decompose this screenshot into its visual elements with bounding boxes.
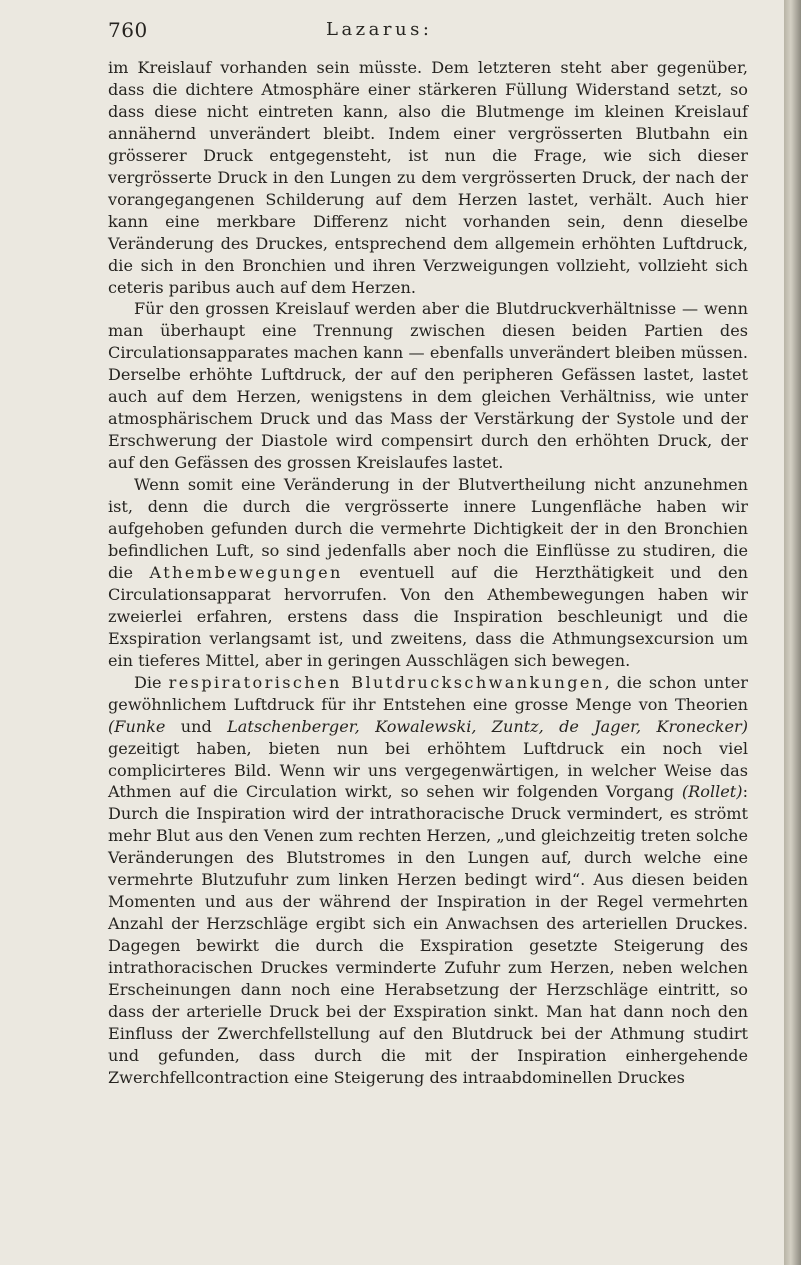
paragraph-text: Die xyxy=(134,672,169,692)
paragraph-text: Für den grossen Kreislauf werden aber die Blutdruckverhältnisse — wenn man überhaupt eine Trennung zwischen diesen beiden Partien des Circulationsapparates machen kann — ebenfalls unverändert bleiben müssen. Derselbe erhöhte Luftdruck, der auf den peripheren Gefässen lastet, lastet auch auf dem Herzen, wenigstens in dem gleichen Verhältniss, wie unter atmosphärischem Druck und das Mass der Verstärkung der Systole und der Erschwerung der Diastole wird compensirt durch den erhöhten Druck, der auf den Gefässen des grossen Kreislaufes lastet. xyxy=(108,299,748,473)
paragraph-text: im Kreislauf vorhanden sein müsste. Dem letzteren steht aber gegenüber, dass die dichtere Atmosphäre einer stärkeren Füllung Widerstand setzt, so dass diese nicht eintreten kann, also die Blutmenge im kleinen Kreislauf annähernd unverändert bleibt. Indem einer vergrösserten Blutbahn ein grösserer Druck entgegensteht, ist nun die Frage, wie sich dieser vergrösserte Druck in den Lungen zu dem vergrösserten Druck, der nach der vorangegangenen Schilderung auf dem Herzen lastet, verhält. Auch hier kann eine merkbare Differenz nicht vorhanden sein, denn dieselbe Veränderung des Druckes, entsprechend dem allgemein erhöhten Luftdruck, die sich in den Bronchien und ihren Verzweigungen vollzieht, vollzieht sich ceteris paribus auch auf dem Herzen. xyxy=(108,58,748,297)
running-title: Lazarus: xyxy=(326,19,433,40)
paragraph-text: eventuell auf die Herzthätigkeit und den Circulationsapparat hervorrufen. Von den Athembewegungen haben wir zweierlei erfahren, erstens dass die Inspiration beschleunigt und die Exspiration verlangsamt ist, und zweitens, dass die Athmungsexcursion um ein tieferes Mittel, aber in geringen Ausschlägen sich bewegen. xyxy=(108,562,749,670)
paragraph xyxy=(108,672,748,1089)
running-head xyxy=(108,18,748,46)
paragraph-text: gezeitigt haben, bieten nun bei erhöhtem Luftdruck ein noch viel complicirteres Bild. Wenn wir uns vergegenwärtigen, in welcher Weise das Athmen auf die Circulation wirkt, so sehen wir folgenden Vorgang xyxy=(108,738,748,802)
paragraph-text: : Durch die Inspiration wird der intrathoracische Druck vermindert, es strömt mehr Blut aus den Venen zum rechten Herzen, „und gleichzeitig treten solche Veränderungen des Blutstromes in den Lungen auf, durch welche eine vermehrte Blutzufuhr zum linken Herzen bedingt wird“. Aus diesen beiden Momenten und aus der während der Inspiration in der Regel vermehrten Anzahl der Herzschläge ergibt sich ein Anwachsen des arteriellen Druckes. Dagegen bewirkt die durch die Exspiration gesetzte Steigerung des intrathoracischen Druckes verminderte Zufuhr zum Herzen, neben welchen Erscheinungen dann noch eine Herabsetzung der Herzschläge eintritt, so dass der arterielle Druck bei der Exspiration sinkt. Man hat dann noch den Einfluss der Zwerchfellstellung auf den Blutdruck bei der Athmung studirt und gefunden, dass durch die mit der Inspiration einhergehende Zwerchfellcontraction eine Steigerung des intraabdominellen Druckes xyxy=(108,782,748,1087)
body-text xyxy=(108,57,748,1089)
paragraph xyxy=(108,298,748,474)
paragraph-text: und xyxy=(165,716,228,736)
paragraph-text: , die schon unter gewöhnlichem Luftdruck für ihr Entstehen eine grosse Menge von Theorien xyxy=(108,672,748,714)
page-edge-shadow xyxy=(784,0,801,1265)
page-number: 760 xyxy=(108,18,148,42)
paragraph-text: Wenn somit eine Veränderung in der Blutvertheilung nicht anzunehmen ist, denn die durch die vergrösserte innere Lungenfläche haben wir aufgehoben gefunden durch die vermehrte Dichtigkeit der in den Bronchien befindlichen Luft, so sind jedenfalls aber noch die Einflüsse zu studiren, die die xyxy=(108,475,748,582)
italic-citation: Latschenberger, Kowalewski, Zuntz, de Jager, Kronecker) xyxy=(227,716,749,736)
spaced-emphasis-text: respiratorischen Blutdruckschwankungen xyxy=(168,672,605,692)
paragraph xyxy=(108,57,748,298)
italic-citation: (Rollet) xyxy=(681,782,743,802)
spaced-emphasis-text: Athembewegungen xyxy=(149,562,343,582)
paragraph xyxy=(108,474,748,672)
italic-citation: (Funke xyxy=(108,716,166,736)
